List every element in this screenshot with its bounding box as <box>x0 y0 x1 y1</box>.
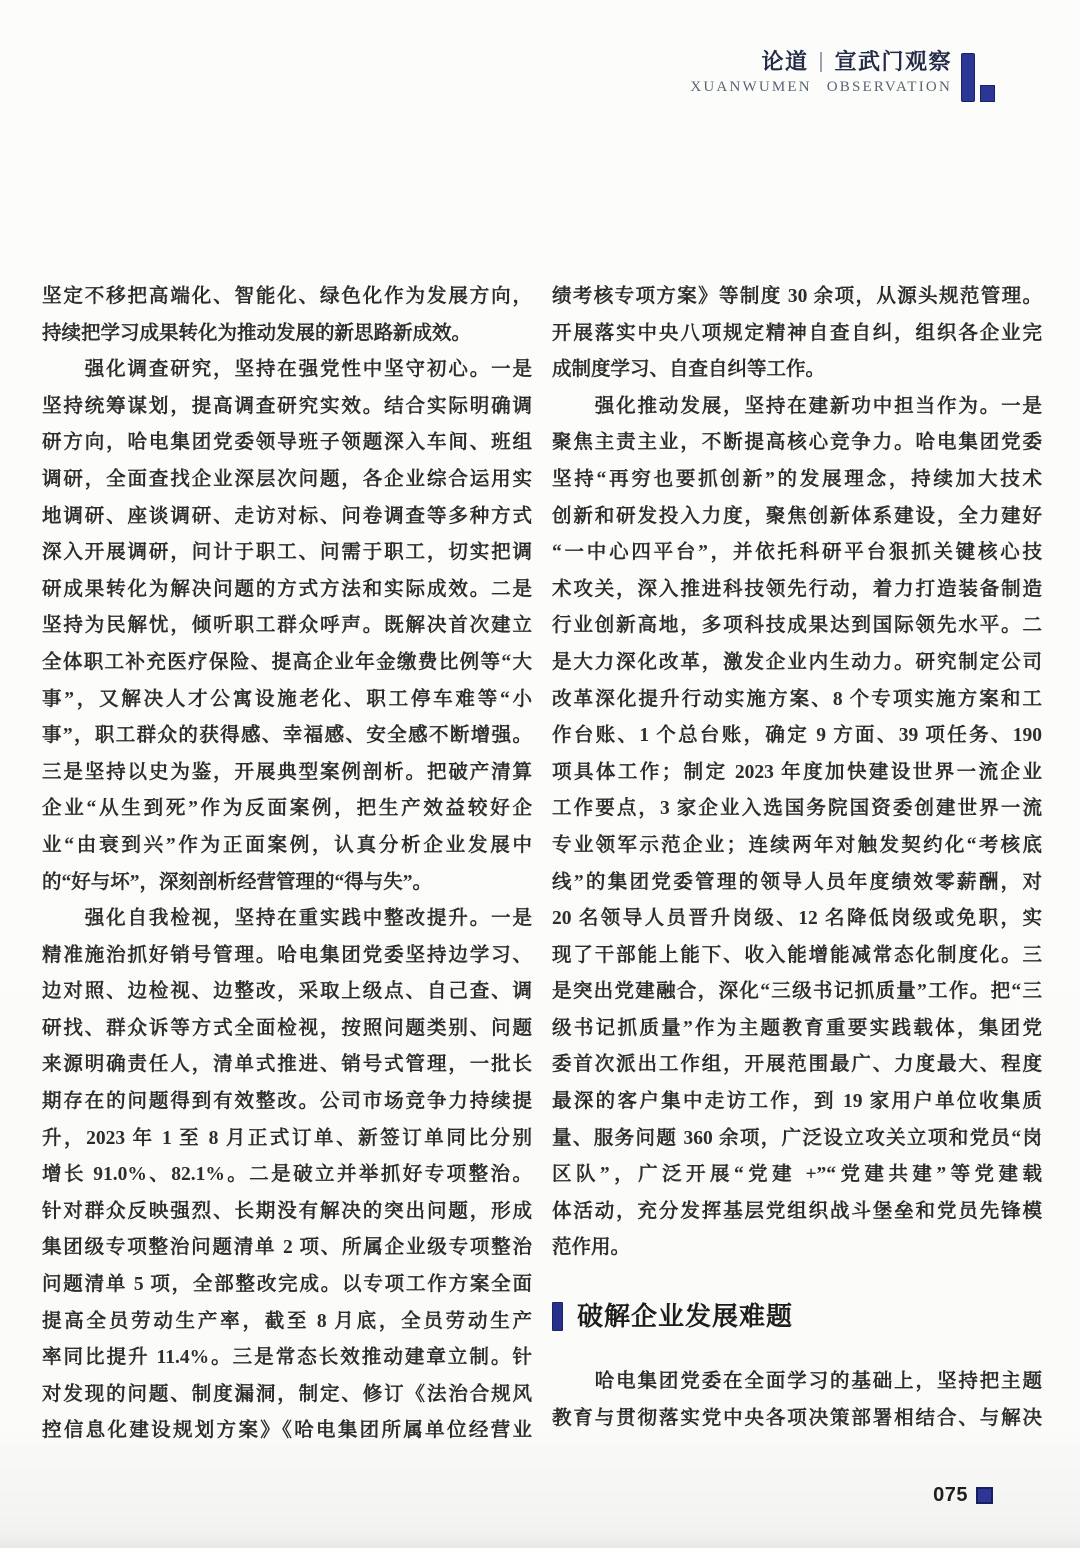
header-title-cn <box>690 49 952 75</box>
text-line: 坚定不移把高端化、智能化、绿色化作为发展方向， <box>42 286 532 307</box>
header-divider <box>820 52 822 72</box>
left-column <box>42 279 532 1450</box>
text-line: 现了干部能上能下、收入能增能减常态化制度化。三 <box>552 944 1042 966</box>
text-line: 三是坚持以史为鉴，开展典型案例剖析。把破产清算 <box>42 761 532 783</box>
text-line: 坚持统筹谋划，提高调查研究实效。结合实际明确调 <box>42 395 532 417</box>
text-line: 增长 91.0%、82.1%。二是破立并举抓好专项整治。 <box>42 1164 532 1186</box>
text-line: 量、服务问题 360 余项，广泛设立攻关立项和党员“岗 <box>552 1127 1042 1149</box>
text-line: 创新和研发投入力度，聚焦创新体系建设，全力建好 <box>552 505 1042 527</box>
page-number: 075 <box>933 1484 968 1506</box>
text-line: 项具体工作；制定 2023 年度加快建设世界一流企业 <box>552 761 1042 783</box>
text-line: 地调研、座谈调研、走访对标、问卷调查等多种方式 <box>42 505 532 527</box>
logo-bar-icon <box>961 53 975 102</box>
text-line: 期存在的问题得到有效整改。公司市场竞争力持续提 <box>42 1091 532 1113</box>
text-line: “一中心四平台”，并依托科研平台狠抓关键核心技 <box>552 542 1042 564</box>
text-line: 哈电集团党委在全面学习的基础上，坚持把主题 <box>552 1371 1042 1393</box>
text-line: 教育与贯彻落实党中央各项决策部署相结合、与解决 <box>552 1407 1042 1429</box>
text-line: 研方向，哈电集团党委领导班子领题深入车间、班组 <box>42 432 532 454</box>
text-line: 工作要点，3 家企业入选国务院国资委创建世界一流 <box>552 798 1042 820</box>
text-line: 最深的客户集中走访工作，到 19 家用户单位收集质 <box>552 1091 1042 1113</box>
text-line: 来源明确责任人，清单式推进、销号式管理，一批长 <box>42 1054 532 1076</box>
heading-bar-icon <box>552 1302 563 1331</box>
logo-square-icon <box>980 85 995 102</box>
text-line: 的“好与坏”，深刻剖析经营管理的“得与失”。 <box>42 871 433 893</box>
right-column-top-text <box>552 279 1042 1267</box>
text-line: 范作用。 <box>552 1237 631 1259</box>
text-line: 专业领军示范企业；连续两年对触发契约化“考核底 <box>552 834 1042 856</box>
text-line: 针对群众反映强烈、长期没有解决的突出问题，形成 <box>42 1200 532 1222</box>
text-line: 率同比提升 11.4%。三是常态长效推动建章立制。针 <box>42 1347 532 1369</box>
header-title-en: XUANWUMEN OBSERVATION <box>690 79 952 95</box>
text-line: 研找、群众诉等方式全面检视，按照问题类别、问题 <box>42 1017 532 1039</box>
text-line: 集团级专项整治问题清单 2 项、所属企业级专项整治 <box>42 1237 532 1259</box>
text-line: 成制度学习、自查自纠等工作。 <box>552 359 826 381</box>
page-header <box>690 49 952 96</box>
page-footer <box>933 1484 993 1507</box>
text-line: 强化推动发展，坚持在建新功中担当作为。一是 <box>552 395 1042 417</box>
text-line: 体活动，充分发挥基层党组织战斗堡垒和党员先锋模 <box>552 1200 1042 1222</box>
text-line: 区队”，广泛开展“党建 +”“党建共建”等党建载 <box>552 1164 1042 1186</box>
text-line: 开展落实中央八项规定精神自查自纠，组织各企业完 <box>552 322 1042 344</box>
text-line: 改革深化提升行动实施方案、8 个专项实施方案和工 <box>552 688 1042 710</box>
text-line: 级书记抓质量”作为主题教育重要实践载体，集团党 <box>552 1017 1042 1039</box>
text-line: 提高全员劳动生产率，截至 8 月底，全员劳动生产 <box>42 1310 532 1332</box>
text-line: 坚持“再穷也要抓创新”的发展理念，持续加大技术 <box>552 468 1042 490</box>
text-line: 控信息化建设规划方案》《哈电集团所属单位经营业 <box>42 1420 532 1442</box>
text-line: 对发现的问题、制度漏洞，制定、修订《法治合规风 <box>42 1383 532 1405</box>
text-line: 强化调查研究，坚持在强党性中坚守初心。一是 <box>42 359 532 381</box>
text-line: 委首次派出工作组，开展范围最广、力度最大、程度 <box>552 1054 1042 1076</box>
text-line: 升，2023 年 1 至 8 月正式订单、新签订单同比分别 <box>42 1127 532 1149</box>
text-line: 聚焦主责主业，不断提高核心竞争力。哈电集团党委 <box>552 432 1042 454</box>
text-line: 业“由衰到兴”作为正面案例，认真分析企业发展中 <box>42 834 532 856</box>
header-column-label: 论道 <box>761 49 809 74</box>
text-line: 深入开展调研，问计于职工、问需于职工，切实把调 <box>42 542 532 564</box>
text-line: 是大力深化改革，激发企业内生动力。研究制定公司 <box>552 651 1042 673</box>
text-line: 作台账、1 个总台账，确定 9 方面、39 项任务、190 <box>552 725 1042 747</box>
text-line: 绩考核专项方案》等制度 30 余项，从源头规范管理。 <box>552 286 1042 307</box>
text-line: 研成果转化为解决问题的方式方法和实际成效。二是 <box>42 578 532 600</box>
right-column <box>552 279 1042 1437</box>
text-line: 边对照、边检视、边整改，采取上级点、自己查、调 <box>42 981 532 1003</box>
text-line: 全体职工补充医疗保险、提高企业年金缴费比例等“大 <box>42 651 532 673</box>
text-line: 行业创新高地，多项科技成果达到国际领先水平。二 <box>552 615 1042 637</box>
section-heading <box>552 1299 1042 1333</box>
text-line: 20 名领导人员晋升岗级、12 名降低岗级或免职，实 <box>552 908 1042 930</box>
text-line: 企业“从生到死”作为反面案例，把生产效益较好企 <box>42 798 532 820</box>
text-line: 事”，又解决人才公寓设施老化、职工停车难等“小 <box>42 688 532 710</box>
text-line: 线”的集团党委管理的领导人员年度绩效零薪酬，对 <box>552 871 1042 893</box>
page-number-square-icon <box>976 1487 993 1504</box>
text-line: 是突出党建融合，深化“三级书记抓质量”工作。把“三 <box>552 981 1042 1003</box>
text-line: 调研，全面查找企业深层次问题，各企业综合运用实 <box>42 468 532 490</box>
header-section-title: 宣武门观察 <box>834 49 952 74</box>
text-line: 精准施治抓好销号管理。哈电集团党委坚持边学习、 <box>42 944 532 966</box>
right-column-bottom-text <box>552 1364 1042 1437</box>
section-heading-text: 破解企业发展难题 <box>577 1301 794 1332</box>
text-line: 事”，职工群众的获得感、幸福感、安全感不断增强。 <box>42 725 532 747</box>
text-line: 术攻关，深入推进科技领先行动，着力打造装备制造 <box>552 578 1042 600</box>
text-line: 坚持为民解忧，倾听职工群众呼声。既解决首次建立 <box>42 615 532 637</box>
text-line: 问题清单 5 项，全部整改完成。以专项工作方案全面 <box>42 1274 532 1296</box>
text-line: 持续把学习成果转化为推动发展的新思路新成效。 <box>42 322 472 344</box>
header-logo-mark <box>961 53 995 101</box>
text-line: 强化自我检视，坚持在重实践中整改提升。一是 <box>42 908 532 930</box>
